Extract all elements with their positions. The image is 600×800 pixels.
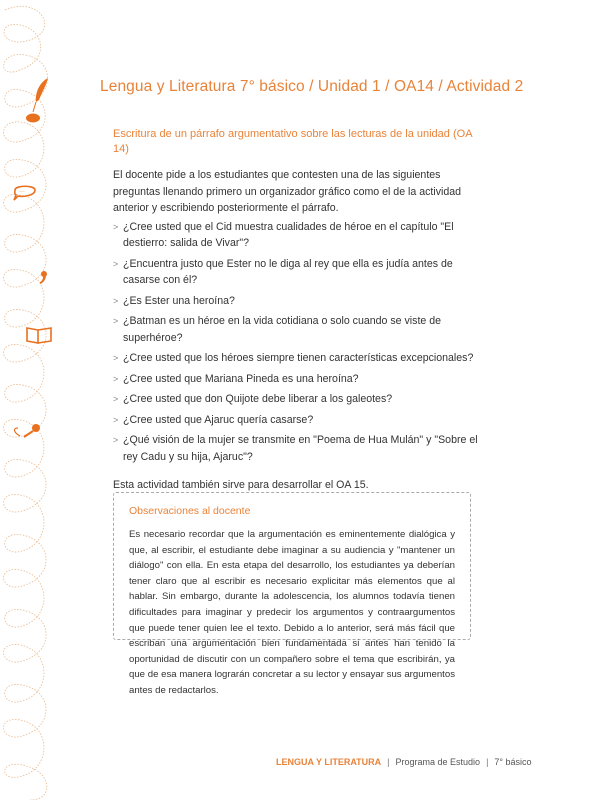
list-item: > ¿Batman es un héroe en la vida cotidiana o solo cuando se viste de superhéroe? [113, 315, 442, 344]
decorative-border [0, 0, 60, 800]
microphone-icon [14, 424, 40, 437]
bullet-icon: > [113, 316, 119, 326]
comma-icon [40, 271, 47, 284]
svg-text:···: ··· [19, 189, 25, 195]
section-subtitle: Escritura de un párrafo argumentativo sobre las lecturas de la unidad (OA 14) [113, 128, 472, 155]
list-item: > ¿Es Ester una heroína? [113, 293, 489, 310]
bullet-icon: > [113, 221, 119, 232]
list-item: > ¿Cree usted que los héroes siempre tienen características excepcionales? [113, 350, 489, 367]
bullet-icon: > [113, 258, 119, 269]
list-item: > ¿Cree usted que Ajaruc quería casarse? [113, 412, 489, 429]
page-footer [276, 757, 532, 767]
bullet-icon: > [113, 394, 119, 404]
activity-content [113, 127, 489, 504]
footer-grade: 7° básico [494, 757, 532, 767]
footer-brand: LENGUA Y LITERATURA [276, 757, 382, 767]
list-item: > ¿Cree usted que el Cid muestra cualidades de héroe en el capítulo "El destierro: salida de Vivar"? [113, 220, 454, 249]
list-item: > ¿Cree usted que Mariana Pineda es una heroína? [113, 371, 489, 388]
bullet-icon: > [113, 435, 119, 445]
bullet-icon: > [113, 295, 119, 306]
list-item: > ¿Qué visión de la mujer se transmite en "Poema de Hua Mulán" y "Sobre el rey Cadu y su hija, Ajaruc"? [113, 434, 478, 463]
footer-program: Programa de Estudio [395, 757, 481, 767]
observations-text: Es necesario recordar que la argumentación es eminentemente dialógica y que, al escribir, el estudiante debe imaginar a su audiencia y "mantener un diálogo" con ella. En esta etapa del desarrollo, los estudiantes ya deberían tener claro que al escribir es necesario explicitar más elementos que al hablar. Sin embargo, durante la adolescencia, los alumnos todavía tienen dificultades para imaginar y predecir los argumentos y contraargumentos que puede tener quien lee el texto. Debido a lo anterior, será más fácil que escriban una argumentación bien fundamentada si antes han tenido la oportunidad de discutir con un compañero sobre el tema que escribirán, ya que de esa manera lograrán concretar a su lector y ensayar sus argumentos antes de redactarlos. [129, 529, 455, 696]
page-title: Lengua y Literatura 7° básico / Unidad 1 / OA14 / Actividad 2 [100, 78, 524, 95]
intro-paragraph: El docente pide a los estudiantes que contesten una de las siguientes preguntas llenando primero un organizador gráfico como el de la actividad anterior y escribiendo posteriormente el párrafo. [113, 169, 462, 214]
closing-paragraph: Esta actividad también sirve para desarrollar el OA 15. [113, 479, 369, 491]
footer-separator: | [486, 757, 489, 767]
bullet-icon: > [113, 414, 119, 425]
bullet-icon: > [113, 373, 119, 384]
list-item: > ¿Cree usted que don Quijote debe liberar a los galeotes? [113, 391, 489, 408]
bag-icon [26, 114, 40, 123]
teacher-observations-box [113, 492, 471, 696]
list-item: > ¿Encuentra justo que Ester no le diga al rey que ella es judía antes de casarse con él? [113, 257, 453, 286]
footer-separator: | [387, 757, 390, 767]
observations-title: Observaciones al docente [129, 505, 251, 517]
feather-icon [33, 78, 48, 112]
book-icon [27, 328, 51, 343]
question-list [113, 219, 489, 466]
speech-bubble-icon [14, 186, 35, 200]
bullet-icon: > [113, 353, 119, 363]
